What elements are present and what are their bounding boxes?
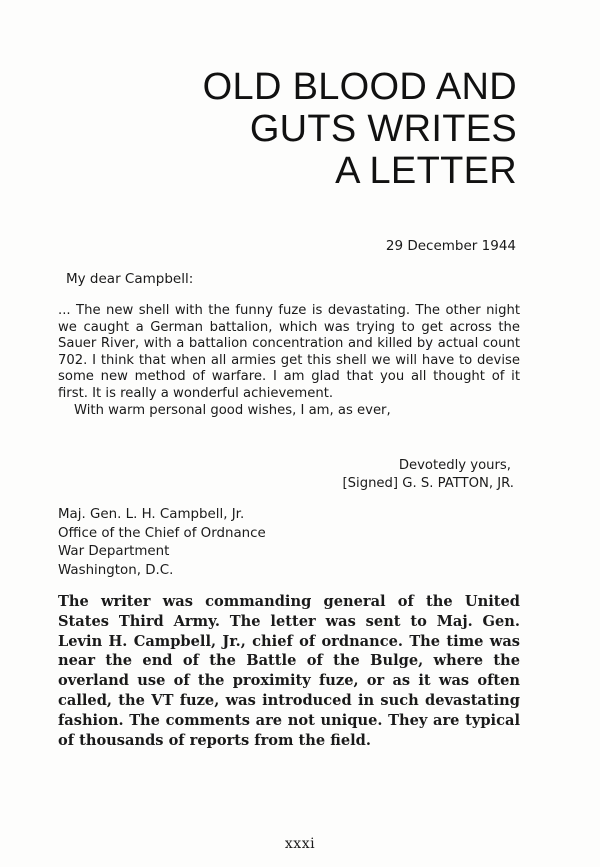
signature: [Signed] G. S. PATTON, JR. <box>342 476 514 491</box>
address-line: Office of the Chief of Ordnance <box>58 525 266 541</box>
commentary <box>58 592 520 750</box>
recipient-address <box>58 506 266 580</box>
letter-signoff <box>343 457 514 493</box>
address-line: Washington, D.C. <box>58 562 174 578</box>
commentary-paragraph: The writer was commanding general of the United States Third Army. The letter was sent to Maj. Gen. Levin H. Campbell, Jr., chief of ordnance. The time was near the end of the Battle of the Bulge, where the overland use of the proximity fuze, or as it was often called, the VT fuze, was introduced in such devastating fashion. The comments are not unique. They are typical of thousands of reports from the field. <box>58 593 520 749</box>
page-number: xxxi <box>284 836 316 852</box>
title-line: A LETTER <box>335 150 517 192</box>
letter-salutation: My dear Campbell: <box>66 271 194 287</box>
chapter-title <box>203 66 517 192</box>
letter-body <box>58 303 520 419</box>
letter-paragraph: ... The new shell with the funny fuze is devastating. The other night we caught a German battalion, which was trying to get across the Sauer River, with a battalion concentration and killed by actual count 702. I think that when all armies get this shell we will have to devise some new method of warfare. I am glad that you all thought of it first. It is really a wonderful achievement. <box>58 303 520 401</box>
title-line: OLD BLOOD AND <box>202 66 517 108</box>
letter-date: 29 December 1944 <box>385 238 516 254</box>
address-line: Maj. Gen. L. H. Campbell, Jr. <box>58 507 245 522</box>
letter-closing-line: With warm personal good wishes, I am, as ever, <box>74 402 391 418</box>
signoff-text: Devotedly yours, <box>398 458 511 473</box>
title-line: GUTS WRITES <box>249 108 517 150</box>
address-line: War Department <box>58 544 170 559</box>
